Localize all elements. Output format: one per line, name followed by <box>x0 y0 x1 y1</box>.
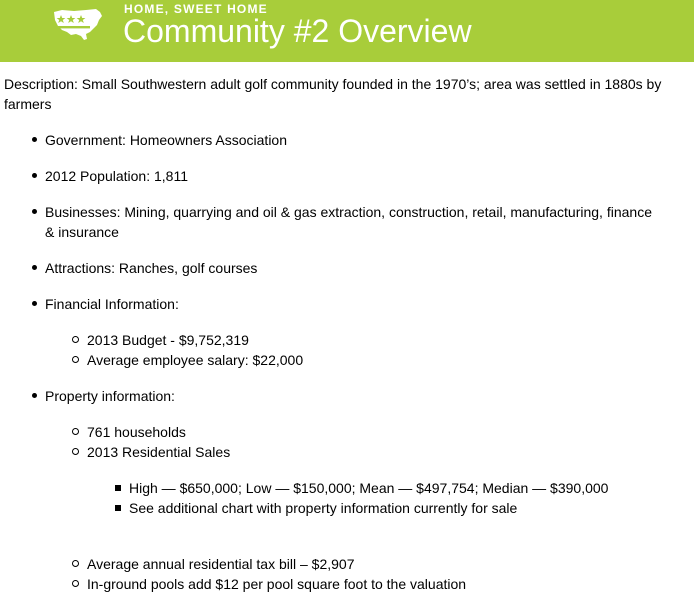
residential-sales-sublist <box>87 478 664 518</box>
sublist-item-salary: Average employee salary: $22,000 <box>87 350 664 370</box>
page-header <box>0 0 694 62</box>
sublist-item-budget: 2013 Budget - $9,752,319 <box>87 330 664 350</box>
list-item-population: 2012 Population: 1,811 <box>45 166 664 186</box>
list-item-businesses: Businesses: Mining, quarrying and oil & gas extraction, construction, retail, manufacturing, finance & insurance <box>45 202 664 242</box>
sublist-item-households: 761 households <box>87 422 664 442</box>
list-item-attractions: Attractions: Ranches, golf courses <box>45 258 664 278</box>
usa-map-stars-icon <box>52 6 104 42</box>
sales-item-chart-note: See additional chart with property information currently for sale <box>129 498 664 518</box>
sublist-item-residential-sales <box>87 442 664 518</box>
overview-content <box>4 74 664 610</box>
list-item-financial <box>45 294 664 370</box>
overview-list <box>4 130 664 594</box>
financial-label: Financial Information: <box>45 296 179 312</box>
sublist-item-tax-bill: Average annual residential tax bill – $2,907 <box>87 554 664 574</box>
sublist-item-pools: In-ground pools add $12 per pool square foot to the valuation <box>87 574 664 594</box>
sales-item-prices: High — $650,000; Low — $150,000; Mean — $497,754; Median — $390,000 <box>129 478 664 498</box>
property-label: Property information: <box>45 388 175 404</box>
residential-sales-label: 2013 Residential Sales <box>87 444 231 460</box>
financial-sublist <box>45 330 664 370</box>
header-kicker: HOME, SWEET HOME <box>124 2 268 16</box>
list-item-government: Government: Homeowners Association <box>45 130 664 150</box>
description: Description: Small Southwestern adult golf community founded in the 1970’s; area was settled in 1880s by farmers <box>4 76 662 112</box>
list-item-property <box>45 386 664 594</box>
property-sublist <box>45 422 664 594</box>
page-title: Community #2 Overview <box>123 13 472 49</box>
